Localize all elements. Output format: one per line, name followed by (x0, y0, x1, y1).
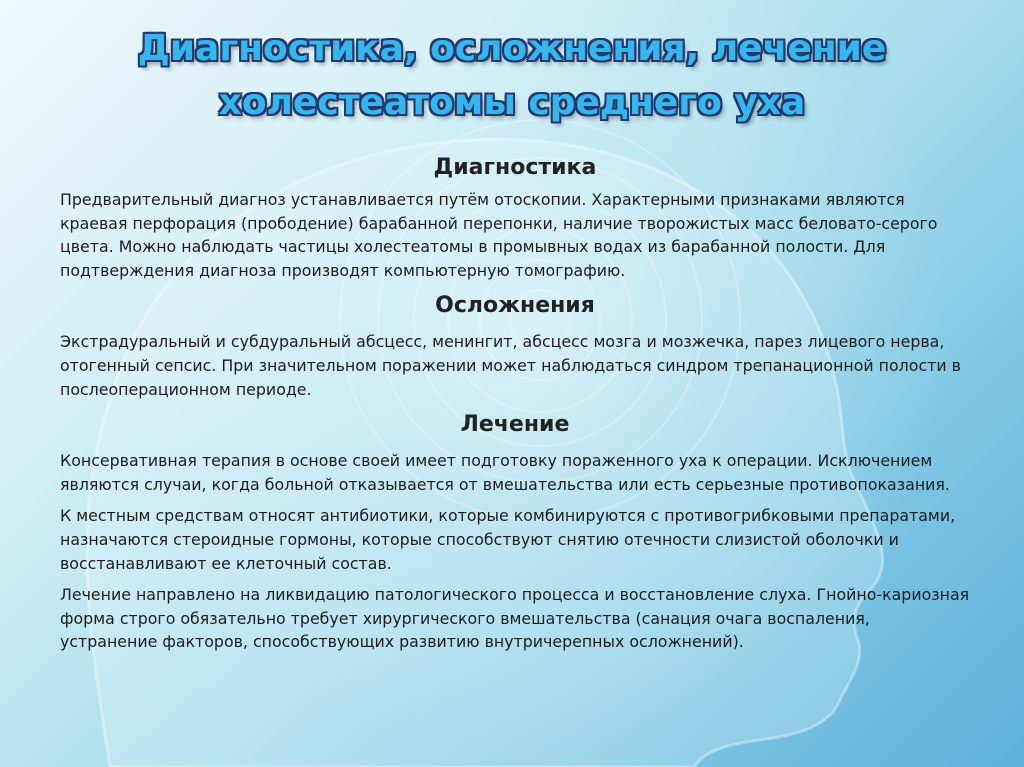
treatment-heading: Лечение (460, 412, 570, 438)
complications-text: Экстрадуральный и субдуральный абсцесс, менингит, абсцесс мозга и мозжечка, парез лицевого нерва, отогенный сепсис. При значительном поражении может наблюдаться синдром трепанационной полости в послеоперационном периоде. (60, 332, 961, 399)
complications-heading: Осложнения (435, 293, 595, 319)
treatment-paragraph: Консервативная терапия в основе своей имеет подготовку пораженного уха к операции. Исключением являются случаи, когда больной отказывается от вмешательства или есть серьезные противопоказания. (60, 451, 950, 494)
slide-title: Диагностика, осложнения, лечение холестеатомы среднего уха (137, 28, 887, 123)
diagnosis-heading: Диагностика (433, 155, 597, 180)
treatment-paragraph: К местным средствам относят антибиотики, которые комбинируются с противогрибковыми препаратами, назначаются стероидные гормоны, которые способствуют снятию отечности слизистой оболочки и восстанавливают ее клеточный состав. (60, 506, 956, 573)
treatment-paragraph: Лечение направлено на ликвидацию патологического процесса и восстановление слуха. Гнойно-кариозная форма строго обязательно требует хирургического вмешательства (санация очага воспаления, устранение факторов, способствующих развитию внутричерепных осложнений). (60, 585, 970, 652)
diagnosis-text: Предварительный диагноз устанавливается путём отоскопии. Характерными признаками являются краевая перфорация (прободение) барабанной перепонки, наличие творожистых масс беловато-серого цвета. Можно наблюдать частицы холестеатомы в промывных водах из барабанной полости. Для подтверждения диагноза производят компьютерную томографию. (60, 190, 938, 280)
slide-content (60, 152, 970, 654)
